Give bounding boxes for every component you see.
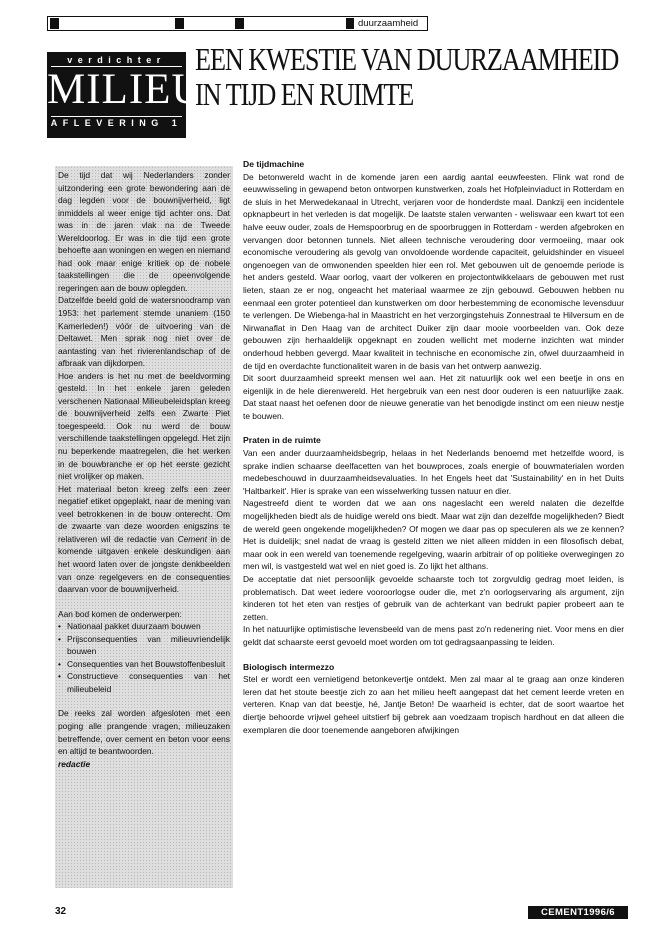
section-category: duurzaamheid — [358, 18, 419, 29]
article-body — [243, 158, 624, 736]
intro-sidebar — [55, 166, 233, 888]
section-praten-in-de-ruimte — [243, 434, 624, 648]
body-paragraph: Nagestreefd dient te worden dat we aan ons nageslacht een wereld nalaten die dezelfde mogelijkheden biedt als de huidige wereld ons biedt. Maar wat zijn dan dezelfde mogelijkheden? Biedt de wereld geen ongekende mogelijkheden? Of mogen we daar pas op speculeren als we ze kennen? Het is duidelijk; snel nadat de vraag is gesteld zitten we niet alleen midden in een filosofisch debat, maar ook in een wereld van toenemende regelgeving, waarin arbitrair of op politieke overwegingen zo men wil, is vastgesteld wat wel en niet goed is. Zo lijkt het althans. — [243, 498, 624, 572]
spacer — [58, 596, 230, 608]
series-top-label: verdichter — [67, 55, 166, 65]
headline-line-2: IN TIJD EN RUIMTE — [195, 76, 414, 112]
list-item: • Prijsconsequenties van milieuvriendelijk bouwen — [58, 633, 230, 658]
body-paragraph: Van een ander duurzaamheidsbegrip, helaas in het Nederlands benoemd met hetzelfde woord, is sprake indien schaarse deelfacetten van het bouwproces, zoals energie of bouwmaterialen worden medebeschouwd in duurzaamheidsevaluaties. In het Engels heet dat 'Sustainability' en in het Duits 'Haltbarkeit'. Hier is sprake van een wisselwerking tussen natuur en dier. — [243, 448, 624, 496]
intro-text — [58, 169, 230, 770]
topic-list — [58, 620, 230, 695]
intro-text-part: in de komende uitgaven enkele deskundigen aan het woord laten over de jongste denkbeelden van onze regelgevers en de consequenties daarvan voor de bouwnijverheid. — [58, 533, 230, 595]
header-block — [50, 18, 59, 29]
headline-line-1: EEN KWESTIE VAN DUURZAAMHEID — [195, 41, 619, 77]
section-header-bar — [47, 16, 428, 31]
series-episode: AFLEVERING 1 — [50, 118, 183, 128]
body-paragraph: Stel er wordt een vernietigend betonkevertje ontdekt. Men zal maar al te graag aan onze kinderen leren dat het stoute beestje zich zo aan het milieu heeft aangepast dat het cement leerde vreten en verteren. Knap van dat beestje, hé, Jantje Beton! De waarheid is echter, dat de soort waartoe het diertje behoorde vrijwel geheel uitstierf bij gebrek aan voedzaam tropisch hardhout en dat alleen die exemplaren die door toenemende aangeboren afwijkingen — [243, 674, 624, 735]
series-title: MILIEU — [47, 66, 204, 113]
page-number: 32 — [55, 906, 67, 917]
intro-paragraph: De tijd dat wij Nederlanders zonder uitzondering een grote bewondering aan de dag legden voor de bouwnijverheid, ligt inmiddels al weer enige tijd achter ons. Dat was in de jaren vlak na de Tweede Wereldoorlog. Er was in die tijd een grote behoefte aan woningen en wegen en niemand had ook maar enige kritiek op de nobele taakstellingen die de opeenvolgende regeringen aan de bouw oplegden. — [58, 170, 230, 293]
intro-paragraph: Hoe anders is het nu met de beeldvorming gesteld. In het enkele jaren geleden verschenen Nationaal Milieubeleidsplan kreeg de bouwnijverheid zelfs een Zwarte Piet toegespeeld. Ook nu werd de bouw verschillende taakstellingen opgelegd. Het zijn nu beperkende maatregelen, die het werken in de bouwbranche er op het eerste gezicht niet vrolijker op maken. — [58, 370, 230, 482]
section-heading: Biologisch intermezzo — [243, 661, 335, 672]
divider — [51, 116, 182, 117]
spacer — [58, 695, 230, 707]
header-block — [346, 18, 354, 29]
body-paragraph: De betonwereld wacht in de komende jaren een aardig aantal eeuwfeesten. Flink wat rond de eeuwwisseling in gewapend beton ontworpen kunstwerken, zoals het Hofpleinviaduct in Rotterdam en de sluis in het Merwedekanaal in Utrecht, verjaren voor de honderdste maal. Dankzij een incidentele opknapbeurt in het verleden is dat mogelijk. De laatste stalen verwanten - weliswaar een kwart tot een halve eeuw ouder, zoals de Hemspoorbrug en de spoorbruggen in Rotterdam - werden afgebroken en vervangen door betonnen tunnels. Niet alleen technische veroudering door vermoeiing, maar ook economische veroudering als gevolg van onvoldoende wordende capaciteit, geluidshinder en visueel ongenoegen van de omwonenden speelden hier een rol. Met gebouwen uit de genoemde periode is het anders gesteld. Waar oorlog, vaart der volkeren en projectontwikkelaars de gebouwen met rust lieten, staan ze er nog, ongeacht het materiaal waarmee ze zijn gebouwd. Gebouwen hebben nu eenmaal een groter potentieel dan kunstwerken om door herbestemming de economische levensduur te verlengen. De Wiebenga-hal in Maastricht en het verzorgingstehuis Zonnestraal te Hilversum en de Nirwanaflat in Den Haag van de architect Duiker zijn daar mooie voorbeelden van. Ook deze gebouwen zijn herhaaldelijk opgeknapt en zouden wellicht met moderne inzichten wat minder onderhoud hebben gevergd. Maar kwaliteit in technische en economische zin, ofwel duurzaamheid in de tijd en overdachte functionaliteit waren in de basis van het ontwerp aanwezig. — [243, 171, 624, 371]
section-tijdmachine — [243, 158, 624, 422]
header-block — [235, 18, 244, 29]
signature: redactie — [58, 758, 91, 769]
journal-label: CEMENT1996/6 — [528, 906, 628, 919]
list-item: • Constructieve consequenties van het milieubeleid — [58, 670, 230, 695]
section-heading: Praten in de ruimte — [243, 435, 321, 446]
intro-paragraph: De reeks zal worden afgesloten met een poging alle prangende vragen, milieuzaken betreffende, over cement en beton voor eens en altijd te beantwoorden. — [58, 708, 230, 757]
intro-paragraph — [58, 483, 230, 596]
series-logo — [47, 52, 204, 138]
intro-text-part: Het materiaal beton kreeg zelfs een zeer negatief etiket opgeplakt, naar de mening van veel betrokkenen in de bouw onterecht. Om de zwaarte van deze woorden enigszins te relativeren wil de redactie van — [58, 483, 230, 544]
intro-paragraph: Datzelfde beeld gold de watersnoodramp van 1953: het parlement stemde unaniem (150 Kamerleden!) vóór de uitvoering van de Deltawet. Men sprak nog niet over de aantasting van het rivierenlandschap of de afbraak van dijkdorpen. — [58, 295, 230, 369]
body-paragraph: De acceptatie dat niet persoonlijk gevoelde schaarste toch tot zorgvuldig gedrag moet leiden, is problematisch. Dat weet iedere vooroorlogse ouder die, met z'n oorlogservaring als argument, zijn kinderen tot het eten van restjes of gebruik van de achterkant van bedrukt papier probeert aan te zetten. — [243, 574, 624, 622]
section-heading: De tijdmachine — [243, 159, 305, 169]
header-block — [175, 18, 184, 29]
article-headline — [195, 41, 619, 112]
section-biologisch-intermezzo — [243, 661, 624, 737]
body-paragraph: Dit soort duurzaamheid spreekt mensen wel aan. Het zit natuurlijk ook wel een beetje in ons en eigenlijk in de hele dierenwereld. Het hergebruik van een nest door ouderen is een natuurlijke zaak. Dat staat naast het oefenen door de nieuwe generatie van het benodigde instinct om een nieuw nestje te bouwen. — [243, 373, 624, 421]
list-item: • Consequenties van het Bouwstoffenbesluit — [58, 658, 230, 671]
list-intro: Aan bod komen de onderwerpen: — [58, 608, 182, 619]
body-paragraph: In het natuurlijke optimistische levensbeeld van de mens past zo'n redenering niet. Voor mens en dier geldt dat schaarste eerst gevoeld moet worden om tot gedragsaanpassing te leiden. — [243, 624, 624, 647]
magazine-name: Cement — [177, 533, 207, 544]
list-item: • Nationaal pakket duurzaam bouwen — [58, 620, 230, 633]
